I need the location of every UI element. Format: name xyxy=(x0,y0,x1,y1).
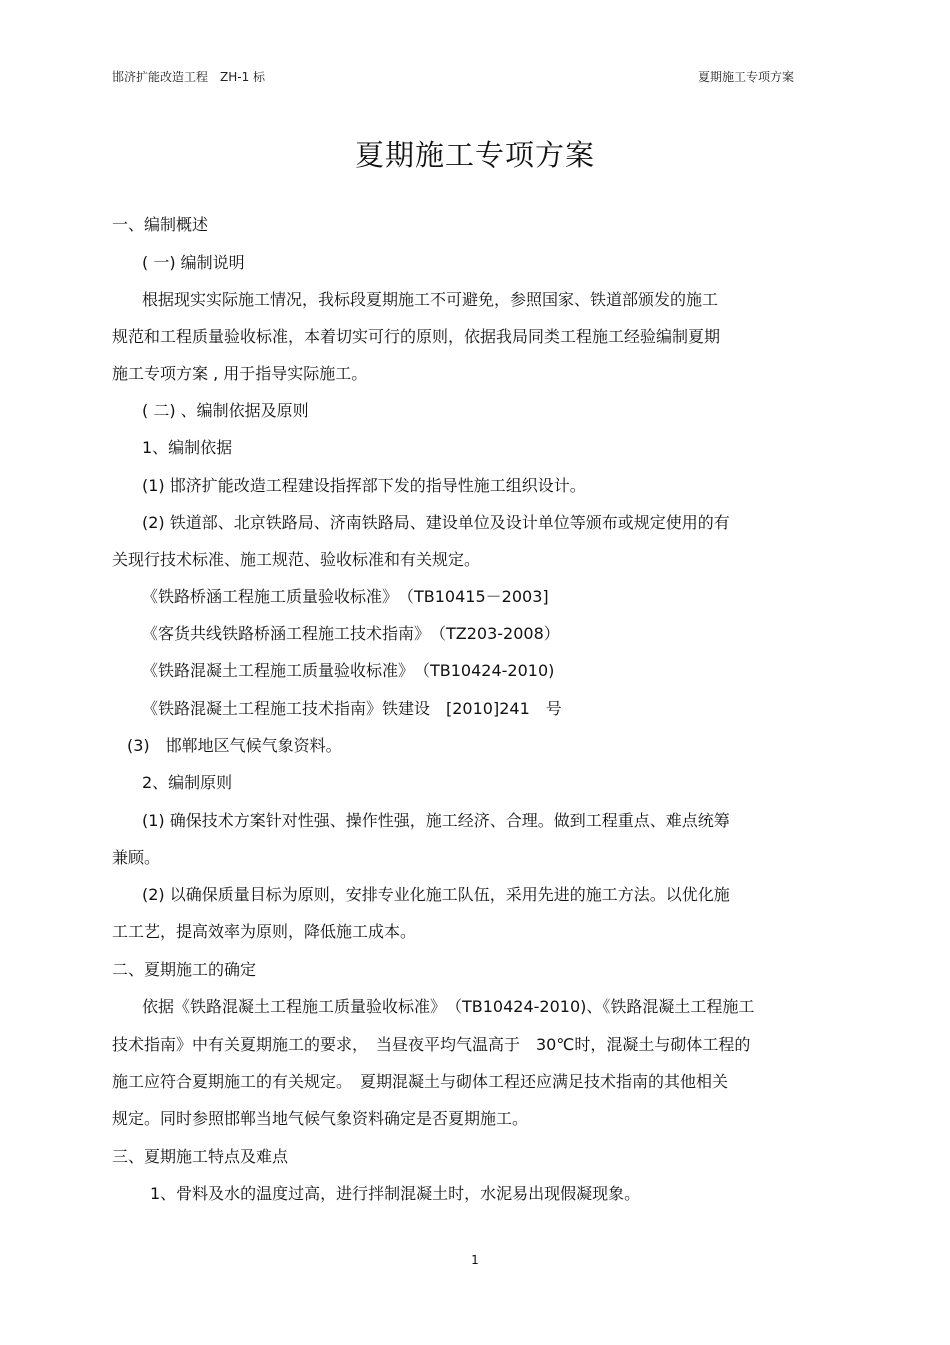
paragraph-line: 根据现实实际施工情况，我标段夏期施工不可避免，参照国家、铁道部颁发的施工 xyxy=(142,290,719,309)
standard-reference: 《铁路混凝土工程施工质量验收标准》 （TB10424-2010) xyxy=(142,661,555,680)
subsection-heading: ( 一) 编制说明 xyxy=(142,253,245,272)
paragraph-line: 依据《铁路混凝土工程施工质量验收标准》 （TB10424-2010)、《铁路混凝土工程施工 xyxy=(142,997,755,1016)
paragraph-line: 兼顾。 xyxy=(112,848,161,867)
paragraph-line: 工工艺，提高效率为原则，降低施工成本。 xyxy=(112,922,417,941)
section-heading-1: 一、编制概述 xyxy=(112,215,209,234)
paragraph-line: 施工专项方案 , 用于指导实际施工。 xyxy=(112,364,368,383)
item-heading: 2、编制原则 xyxy=(142,773,233,792)
paragraph-line: 施工应符合夏期施工的有关规定。 夏期混凝土与砌体工程还应满足技术指南的其他相关 xyxy=(112,1072,729,1091)
list-item: (1) 确保技术方案针对性强、操作性强，施工经济、合理。做到工程重点、难点统筹 xyxy=(142,811,730,830)
standard-reference: 《客货共线铁路桥涵工程施工技术指南》 （TZ203-2008） xyxy=(142,624,560,643)
list-item: (2) 铁道部、北京铁路局、济南铁路局、建设单位及设计单位等颁布或规定使用的有 xyxy=(142,513,730,532)
paragraph-line: 规范和工程质量验收标准，本着切实可行的原则，依据我局同类工程施工经验编制夏期 xyxy=(112,327,721,346)
document-title: 夏期施工专项方案 xyxy=(354,138,595,172)
paragraph-line: 关现行技术标准、施工规范、验收标准和有关规定。 xyxy=(112,550,481,569)
paragraph-line: 技术指南》中有关夏期施工的要求， 当昼夜平均气温高于 30℃时，混凝土与砌体工程的 xyxy=(112,1035,751,1054)
list-item: (1) 邯济扩能改造工程建设指挥部下发的指导性施工组织设计。 xyxy=(142,476,586,495)
subsection-heading: ( 二) 、编制依据及原则 xyxy=(142,401,309,420)
list-item: (3) 邯郸地区气候气象资料。 xyxy=(127,736,342,755)
standard-reference: 《铁路桥涵工程施工质量验收标准》 （TB10415－2003] xyxy=(142,587,549,606)
header-right: 夏期施工专项方案 xyxy=(697,70,794,84)
list-item: 1、骨料及水的温度过高，进行拌制混凝土时，水泥易出现假凝现象。 xyxy=(150,1184,641,1203)
page-number: 1 xyxy=(471,1253,479,1267)
section-heading-3: 三、夏期施工特点及难点 xyxy=(112,1147,289,1166)
paragraph-line: 规定。同时参照邯郸当地气候气象资料确定是否夏期施工。 xyxy=(112,1109,529,1128)
header-left: 邯济扩能改造工程 ZH-1 标 xyxy=(112,70,266,84)
list-item: (2) 以确保质量目标为原则，安排专业化施工队伍，采用先进的施工方法。以优化施 xyxy=(142,885,730,904)
section-heading-2: 二、夏期施工的确定 xyxy=(112,960,257,979)
standard-reference: 《铁路混凝土工程施工技术指南》铁建设 [2010]241 号 xyxy=(142,699,562,718)
item-heading: 1、编制依据 xyxy=(142,438,233,457)
